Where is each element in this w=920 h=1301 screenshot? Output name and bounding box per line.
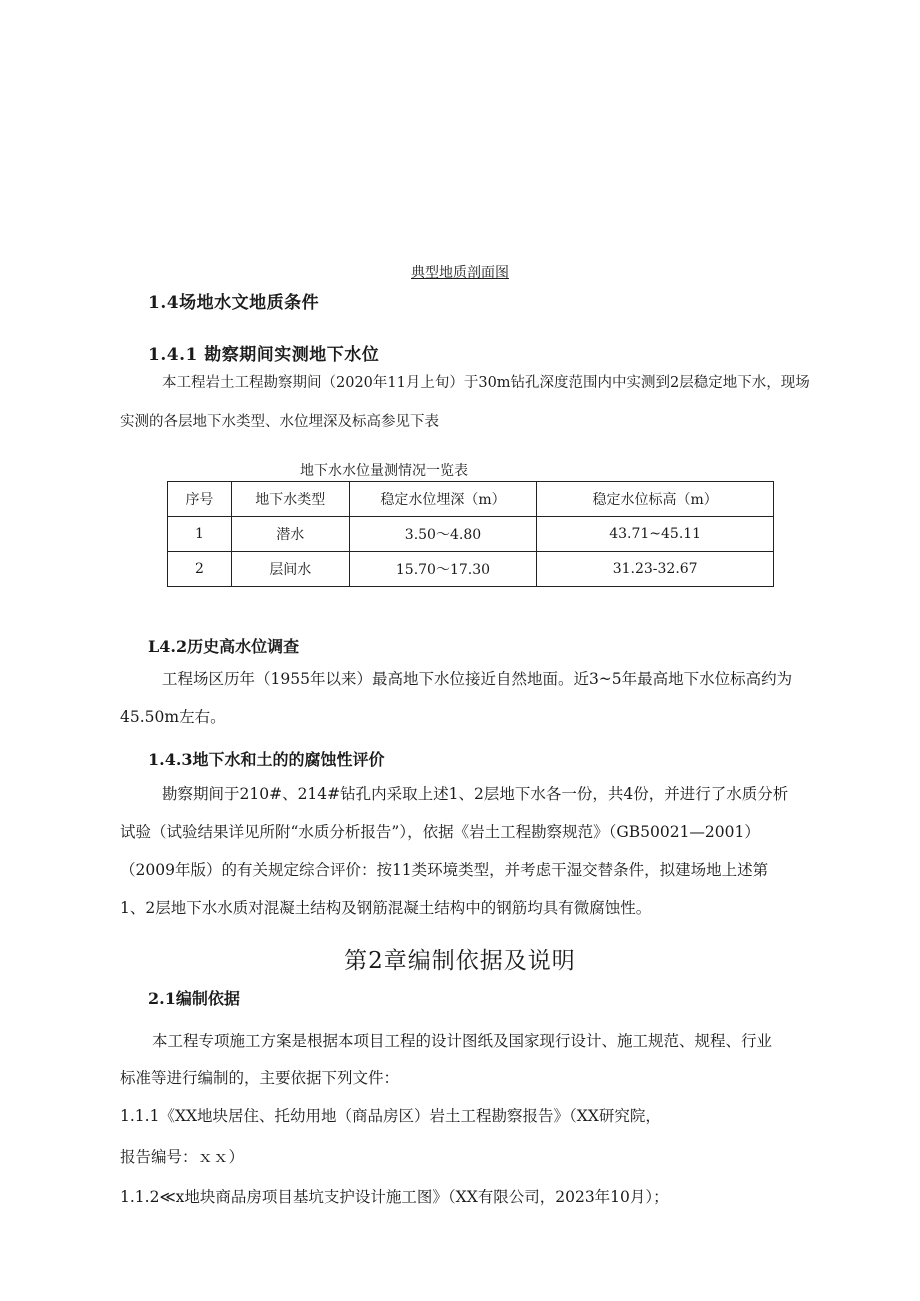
section-2-1-para-line1: 本工程专项施工方案是根据本项目工程的设计图纸及国家现行设计、施工规范、规程、行业: [152, 1032, 773, 1050]
section-1-4-1-title: 1.4.1 勘察期间实测地下水位: [148, 345, 380, 365]
table-header-cell: 序号: [168, 482, 232, 517]
table-cell: 1: [168, 517, 232, 552]
table-header-cell: 稳定水位埋深（m）: [349, 482, 537, 517]
table-cell: 潜水: [231, 517, 349, 552]
section-1-4-3-para-line4: 1、2层地下水水质对混凝土结构及钢筋混凝土结构中的钢筋均具有微腐蚀性。: [120, 899, 652, 917]
section-1-4-3-title: 1.4.3地下水和土的的腐蚀性评价: [148, 750, 385, 769]
table-cell: 43.71~45.11: [537, 517, 774, 552]
table-row: [168, 552, 774, 587]
table-cell: 15.70～17.30: [349, 552, 537, 587]
groundwater-table-title: 地下水水位量测情况一览表: [300, 463, 468, 479]
section-1-4-2-title: L4.2历史高水位调查: [148, 637, 300, 656]
chapter-2-title: 第2章编制依据及说明: [344, 948, 576, 974]
table-header-cell: 地下水类型: [231, 482, 349, 517]
table-cell: 2: [168, 552, 232, 587]
table-cell: 31.23-32.67: [537, 552, 774, 587]
section-2-1-para-line2: 标准等进行编制的，主要依据下列文件：: [120, 1069, 400, 1087]
section-1-4-1-para-line2: 实测的各层地下水类型、水位埋深及标高参见下表: [120, 414, 439, 430]
groundwater-table: [167, 481, 774, 587]
section-2-1-title: 2.1编制依据: [148, 989, 240, 1008]
reference-item-1-line1: 1.1.1《XX地块居住、托幼用地（商品房区）岩土工程勘察报告》（XX研究院，: [120, 1107, 661, 1125]
section-1-4-title: 1.4场地水文地质条件: [148, 293, 320, 313]
section-1-4-3-para-line3: （2009年版）的有关规定综合评价：按11类环境类型，并考虑干湿交替条件，拟建场地上述第: [120, 861, 769, 879]
table-cell: 层间水: [231, 552, 349, 587]
section-1-4-1-para-line1: 本工程岩土工程勘察期间（2020年11月上旬）于30m钻孔深度范围内中实测到2层稳定地下水，现场: [162, 375, 810, 391]
section-1-4-2-para-line1: 工程场区历年（1955年以来）最高地下水位接近自然地面。近3~5年最高地下水位标高约为: [162, 670, 793, 688]
section-1-4-3-para-line1: 勘察期间于210#、214#钻孔内采取上述1、2层地下水各一份，共4份，并进行了水质分析: [162, 785, 789, 803]
table-header-cell: 稳定水位标高（m）: [537, 482, 774, 517]
reference-item-2: 1.1.2≪x地块商品房项目基坑支护设计施工图》（XX有限公司，2023年10月）；: [120, 1188, 669, 1206]
section-1-4-3-para-line2: 试验（试验结果详见所附“水质分析报告”），依据《岩土工程勘察规范》（GB50021—2001）: [120, 823, 760, 841]
reference-item-1-line2: 报告编号：ｘｘ）: [120, 1148, 245, 1166]
table-header-row: [168, 482, 774, 517]
table-cell: 3.50～4.80: [349, 517, 537, 552]
figure-caption: 典型地质剖面图: [411, 265, 509, 281]
section-1-4-2-para-line2: 45.50m左右。: [120, 708, 226, 726]
table-row: [168, 517, 774, 552]
